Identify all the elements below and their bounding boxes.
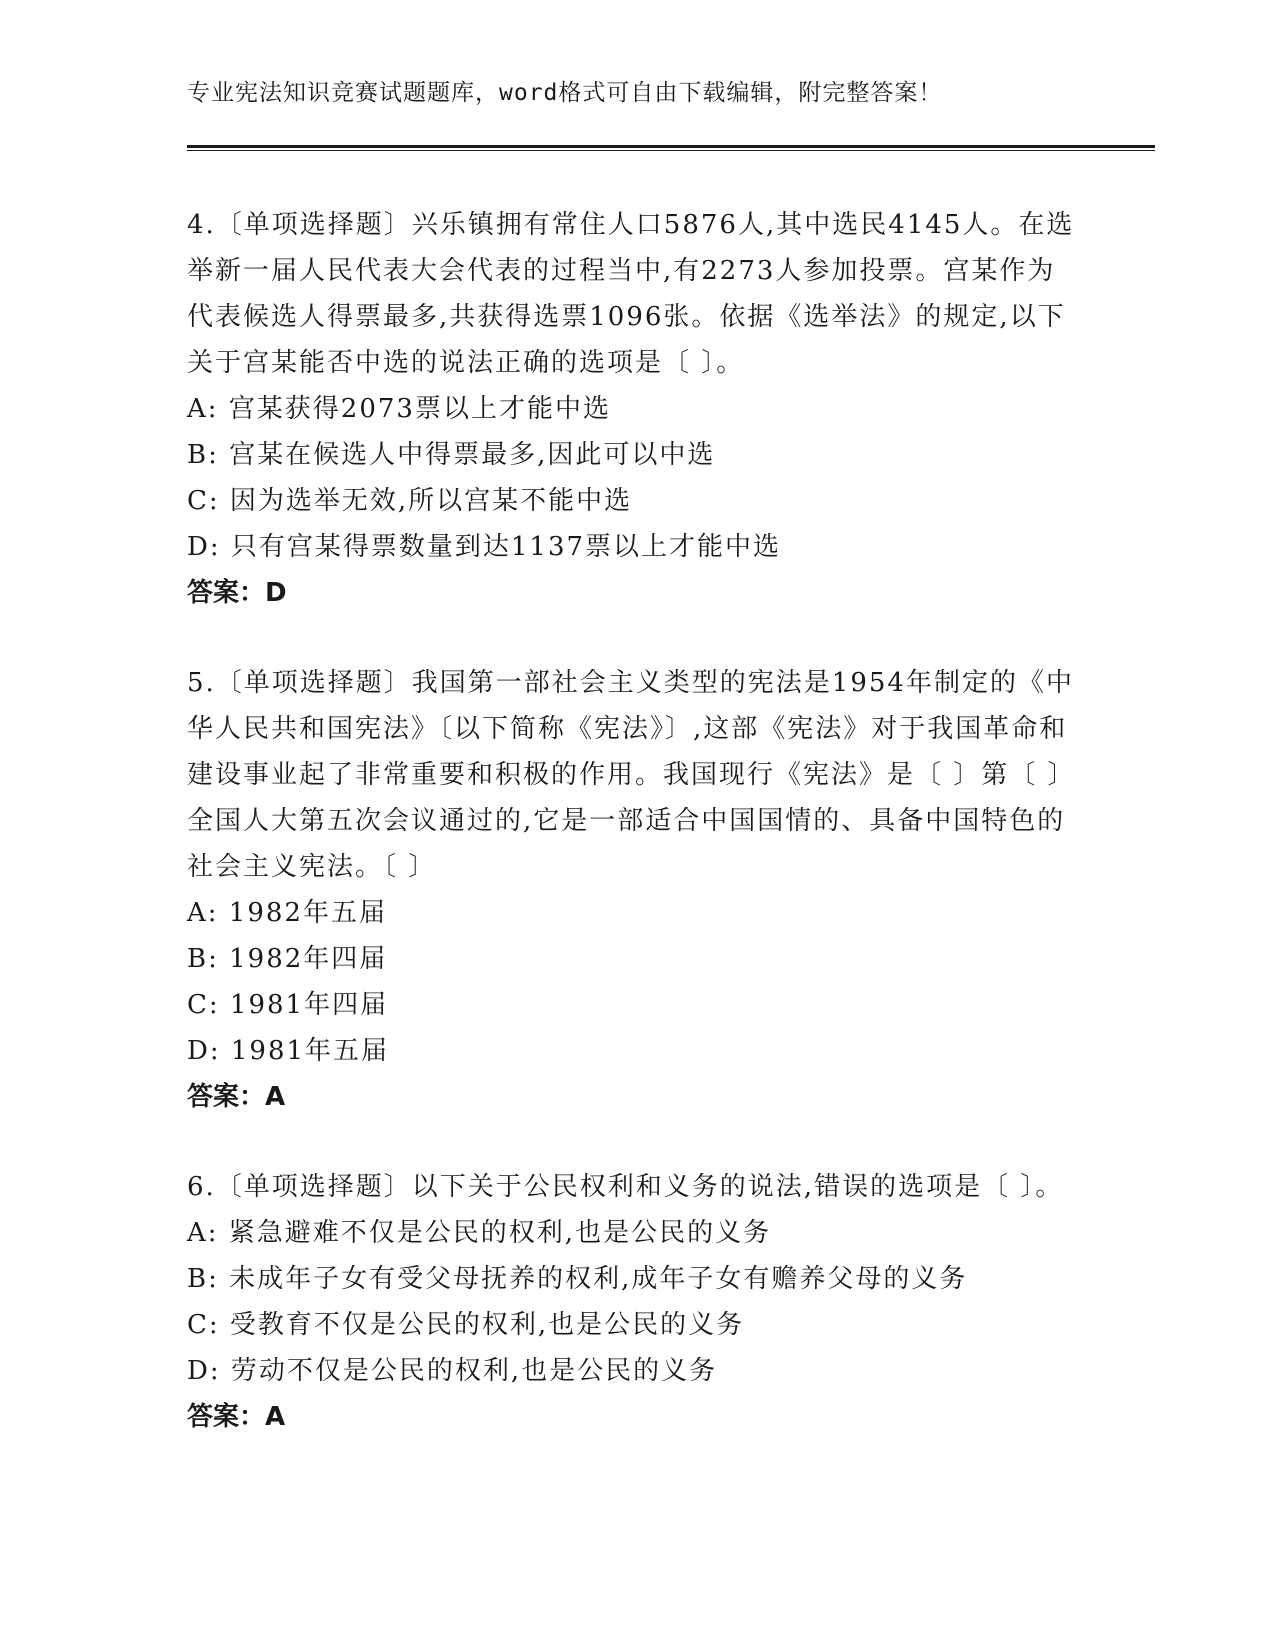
question-5	[187, 660, 1077, 1120]
option-d: D: 1981年五届	[187, 1036, 390, 1066]
option-a: A: 1982年五届	[187, 898, 387, 928]
option-c: C: 受教育不仅是公民的权利,也是公民的义务	[187, 1310, 745, 1340]
question-4	[187, 202, 1077, 616]
answer-line: 答案：A	[187, 1082, 286, 1112]
option-a: A: 紧急避难不仅是公民的权利,也是公民的义务	[187, 1218, 772, 1248]
option-b: B: 宫某在候选人中得票最多,因此可以中选	[187, 440, 716, 470]
option-a: A: 宫某获得2073票以上才能中选	[187, 394, 611, 424]
question-stem: 6.〔单项选择题〕以下关于公民权利和义务的说法,错误的选项是〔 〕。	[187, 1172, 1064, 1202]
option-b: B: 未成年子女有受父母抚养的权利,成年子女有赡养父母的义务	[187, 1264, 968, 1294]
question-stem: 5.〔单项选择题〕我国第一部社会主义类型的宪法是1954年制定的《中华人民共和国宪法》〔以下简称《宪法》〕,这部《宪法》对于我国革命和建设事业起了非常重要和积极的作用。我国现行《宪法》是〔 〕第〔 〕全国人大第五次会议通过的,它是一部适合中国国情的、具备中国特色的社会主义宪法。〔 〕	[187, 668, 1076, 882]
option-d: D: 劳动不仅是公民的权利,也是公民的义务	[187, 1356, 718, 1386]
header-rule-thick	[187, 145, 1155, 148]
page-header: 专业宪法知识竞赛试题题库，word格式可自由下载编辑，附完整答案！	[187, 80, 943, 106]
question-list	[187, 202, 1077, 1484]
option-d: D: 只有宫某得票数量到达1137票以上才能中选	[187, 532, 782, 562]
question-6	[187, 1164, 1077, 1440]
answer-line: 答案：A	[187, 1402, 286, 1432]
header-rule-thin	[187, 150, 1155, 151]
option-b: B: 1982年四届	[187, 944, 388, 974]
option-c: C: 1981年四届	[187, 990, 389, 1020]
option-c: C: 因为选举无效,所以宫某不能中选	[187, 486, 633, 516]
answer-line: 答案：D	[187, 578, 287, 608]
question-stem: 4.〔单项选择题〕兴乐镇拥有常住人口5876人,其中选民4145人。在选举新一届人民代表大会代表的过程当中,有2273人参加投票。宫某作为代表候选人得票最多,共获得选票1096张。依据《选举法》的规定,以下关于宫某能否中选的说法正确的选项是〔 〕。	[187, 210, 1075, 378]
